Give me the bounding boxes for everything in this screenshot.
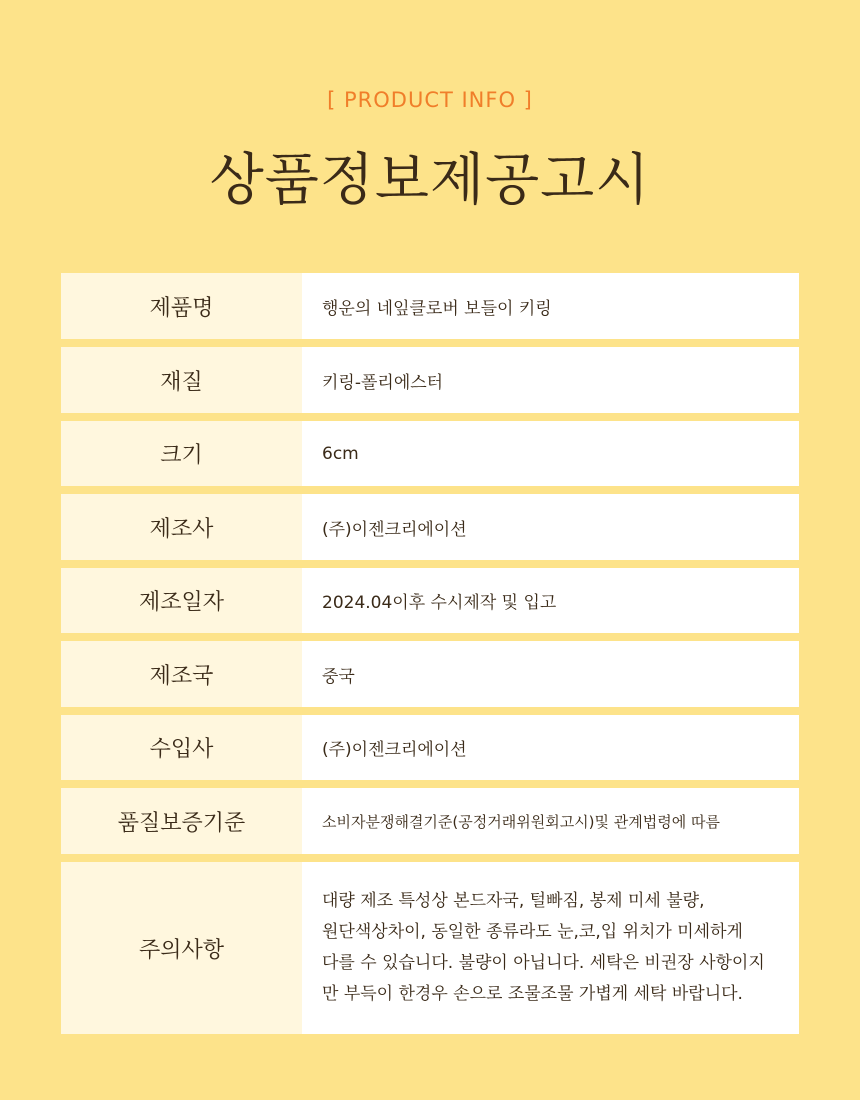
table-row-country	[61, 641, 799, 707]
row-label: 크기	[61, 421, 302, 486]
table-row-material	[61, 347, 799, 413]
row-value: 2024.04이후 수시제작 및 입고	[302, 568, 799, 633]
row-label: 재질	[61, 347, 302, 413]
row-label: 제조국	[61, 641, 302, 707]
table-row-manufacture-date	[61, 568, 799, 633]
row-value: 키링-폴리에스터	[302, 347, 799, 413]
caution-line: 다를 수 있습니다. 불량이 아닙니다. 세탁은 비권장 사항이지	[322, 953, 765, 973]
row-label: 제품명	[61, 273, 302, 339]
table-row-importer	[61, 715, 799, 780]
table-row-quality-standard	[61, 788, 799, 854]
table-row-manufacturer	[61, 494, 799, 560]
row-value: (주)이젠크리에이션	[302, 715, 799, 780]
row-label: 수입사	[61, 715, 302, 780]
section-subtitle: [ PRODUCT INFO ]	[327, 88, 533, 112]
table-row-size	[61, 421, 799, 486]
caution-line: 원단색상차이, 동일한 종류라도 눈,코,입 위치가 미세하게	[322, 922, 743, 942]
row-value: 중국	[302, 641, 799, 707]
row-value: 행운의 네잎클로버 보들이 키링	[302, 273, 799, 339]
row-label: 주의사항	[61, 862, 302, 1034]
row-value: 소비자분쟁해결기준(공정거래위원회고시)및 관계법령에 따름	[302, 788, 799, 854]
caution-line: 만 부득이 한경우 손으로 조물조물 가볍게 세탁 바랍니다.	[322, 984, 743, 1004]
row-label: 제조사	[61, 494, 302, 560]
table-row-product-name	[61, 273, 799, 339]
row-value: (주)이젠크리에이션	[302, 494, 799, 560]
row-value: 6cm	[302, 421, 799, 486]
caution-line: 대량 제조 특성상 본드자국, 털빠짐, 봉제 미세 불량,	[322, 891, 705, 911]
page-title: 상품정보제공고시	[209, 148, 651, 213]
product-info-table	[61, 273, 799, 1042]
table-row-cautions	[61, 862, 799, 1034]
row-value-cautions	[302, 862, 799, 1034]
row-label: 제조일자	[61, 568, 302, 633]
row-label: 품질보증기준	[61, 788, 302, 854]
